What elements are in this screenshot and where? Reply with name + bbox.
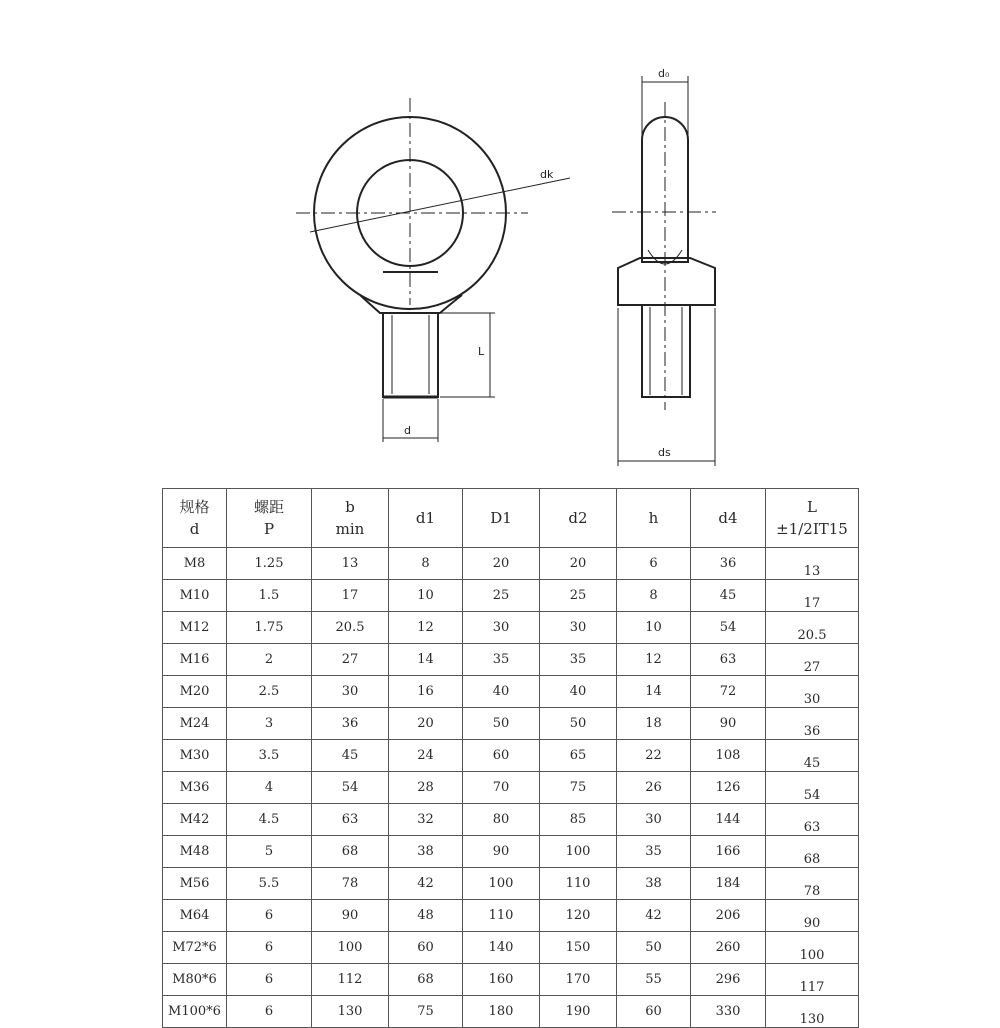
- table-cell: 3.5: [227, 740, 312, 772]
- table-cell: 1.25: [227, 548, 312, 580]
- ring-neck: [360, 295, 462, 313]
- table-cell: 3: [227, 708, 312, 740]
- table-cell: 330: [691, 996, 766, 1028]
- table-cell: 60: [389, 932, 463, 964]
- table-cell: 50: [463, 708, 540, 740]
- table-cell: M36: [163, 772, 227, 804]
- table-cell: 22: [617, 740, 691, 772]
- table-cell: 14: [389, 644, 463, 676]
- column-header-symbol: b: [345, 498, 355, 516]
- table-cell: 6: [227, 996, 312, 1028]
- table-cell: 20: [463, 548, 540, 580]
- label-L: L: [478, 345, 485, 358]
- table-cell: M42: [163, 804, 227, 836]
- table-cell: 45: [766, 740, 859, 772]
- table-cell: 75: [540, 772, 617, 804]
- table-cell: 38: [617, 868, 691, 900]
- table-cell: 70: [463, 772, 540, 804]
- table-cell: 28: [389, 772, 463, 804]
- table-cell: 296: [691, 964, 766, 996]
- table-cell: 60: [617, 996, 691, 1028]
- table-cell: 10: [389, 580, 463, 612]
- table-cell: 78: [766, 868, 859, 900]
- eyebolt-technical-drawing: [0, 0, 1000, 480]
- table-cell: 16: [389, 676, 463, 708]
- table-cell: 166: [691, 836, 766, 868]
- table-cell: 126: [691, 772, 766, 804]
- table-cell: 40: [463, 676, 540, 708]
- table-row: [163, 996, 859, 1028]
- table-row: [163, 932, 859, 964]
- column-header: [691, 489, 766, 548]
- table-row: [163, 772, 859, 804]
- table-cell: 25: [463, 580, 540, 612]
- table-cell: M56: [163, 868, 227, 900]
- table-cell: 50: [617, 932, 691, 964]
- table-cell: 4.5: [227, 804, 312, 836]
- table-cell: 206: [691, 900, 766, 932]
- column-header-symbol: 规格: [179, 498, 210, 516]
- table-cell: 140: [463, 932, 540, 964]
- table-cell: M72*6: [163, 932, 227, 964]
- column-header-subtitle: d: [189, 520, 200, 538]
- table-cell: 45: [312, 740, 389, 772]
- dimension-dk-line: [310, 178, 570, 232]
- eyebolt-spec-table: [162, 488, 859, 1028]
- table-cell: 130: [312, 996, 389, 1028]
- table-cell: M80*6: [163, 964, 227, 996]
- table-cell: 63: [312, 804, 389, 836]
- table-cell: 60: [463, 740, 540, 772]
- table-row: [163, 580, 859, 612]
- table-cell: 260: [691, 932, 766, 964]
- table-cell: 20.5: [766, 612, 859, 644]
- table-row: [163, 644, 859, 676]
- table-cell: 36: [312, 708, 389, 740]
- table-cell: 184: [691, 868, 766, 900]
- table-cell: 30: [766, 676, 859, 708]
- table-cell: 20: [540, 548, 617, 580]
- table-cell: 63: [691, 644, 766, 676]
- table-cell: 190: [540, 996, 617, 1028]
- column-header: [617, 489, 691, 548]
- table-cell: M64: [163, 900, 227, 932]
- table-cell: 12: [389, 612, 463, 644]
- table-cell: 75: [389, 996, 463, 1028]
- table-cell: 2: [227, 644, 312, 676]
- table-cell: M20: [163, 676, 227, 708]
- column-header: [312, 489, 389, 548]
- table-cell: 30: [312, 676, 389, 708]
- table-cell: 6: [617, 548, 691, 580]
- table-cell: 2.5: [227, 676, 312, 708]
- column-header: [163, 489, 227, 548]
- column-header-symbol: 螺距: [253, 498, 284, 516]
- table-cell: 63: [766, 804, 859, 836]
- table-cell: 30: [617, 804, 691, 836]
- table-row: [163, 868, 859, 900]
- table-cell: 180: [463, 996, 540, 1028]
- table-cell: 5: [227, 836, 312, 868]
- table-cell: 90: [312, 900, 389, 932]
- table-cell: 30: [463, 612, 540, 644]
- table-cell: 30: [540, 612, 617, 644]
- table-cell: 108: [691, 740, 766, 772]
- table-cell: 42: [389, 868, 463, 900]
- table-cell: 17: [312, 580, 389, 612]
- table-cell: 110: [463, 900, 540, 932]
- table-cell: 78: [312, 868, 389, 900]
- table-cell: 42: [617, 900, 691, 932]
- label-ds: ds: [658, 446, 671, 459]
- table-cell: 55: [617, 964, 691, 996]
- table-cell: 90: [691, 708, 766, 740]
- column-header: [766, 489, 859, 548]
- column-header-symbol: d4: [718, 509, 738, 527]
- table-cell: 170: [540, 964, 617, 996]
- column-header-symbol: D1: [490, 509, 512, 527]
- table-cell: M24: [163, 708, 227, 740]
- table-cell: 8: [617, 580, 691, 612]
- table-cell: 8: [389, 548, 463, 580]
- table-cell: 14: [617, 676, 691, 708]
- table-cell: 117: [766, 964, 859, 996]
- side-shank: [642, 305, 690, 397]
- table-cell: 100: [463, 868, 540, 900]
- table-cell: M12: [163, 612, 227, 644]
- column-header: [463, 489, 540, 548]
- table-cell: 32: [389, 804, 463, 836]
- table-cell: 18: [617, 708, 691, 740]
- table-row: [163, 708, 859, 740]
- column-header-symbol: h: [648, 509, 659, 527]
- table-cell: 24: [389, 740, 463, 772]
- column-header-subtitle: P: [263, 520, 275, 538]
- table-row: [163, 612, 859, 644]
- table-cell: 110: [540, 868, 617, 900]
- table-cell: M8: [163, 548, 227, 580]
- table-cell: M10: [163, 580, 227, 612]
- table-row: [163, 804, 859, 836]
- table-cell: 54: [766, 772, 859, 804]
- table-cell: 120: [540, 900, 617, 932]
- side-collar: [618, 258, 715, 305]
- column-header: [540, 489, 617, 548]
- table-cell: 12: [617, 644, 691, 676]
- front-view: [296, 98, 570, 442]
- table-cell: 20: [389, 708, 463, 740]
- table-row: [163, 740, 859, 772]
- table-cell: 45: [691, 580, 766, 612]
- table-cell: 13: [312, 548, 389, 580]
- table-cell: 50: [540, 708, 617, 740]
- table-cell: 130: [766, 996, 859, 1028]
- table-cell: 27: [312, 644, 389, 676]
- table-cell: 27: [766, 644, 859, 676]
- table-cell: 36: [691, 548, 766, 580]
- side-view: [612, 76, 716, 466]
- table-header-row: [163, 489, 859, 548]
- table-cell: 100: [766, 932, 859, 964]
- table-cell: M48: [163, 836, 227, 868]
- table-cell: 90: [463, 836, 540, 868]
- table-cell: 54: [691, 612, 766, 644]
- table-cell: 150: [540, 932, 617, 964]
- column-header-symbol: L: [807, 498, 817, 516]
- column-header-symbol: d2: [568, 509, 588, 527]
- table-cell: M16: [163, 644, 227, 676]
- table-cell: 6: [227, 932, 312, 964]
- column-header-subtitle: ±1/2IT15: [776, 520, 848, 538]
- table-cell: 54: [312, 772, 389, 804]
- table-cell: 6: [227, 900, 312, 932]
- table-row: [163, 900, 859, 932]
- table-cell: 68: [312, 836, 389, 868]
- table-cell: 4: [227, 772, 312, 804]
- table-cell: 35: [540, 644, 617, 676]
- table-cell: 65: [540, 740, 617, 772]
- table-cell: 13: [766, 548, 859, 580]
- table-cell: 1.5: [227, 580, 312, 612]
- column-header: [227, 489, 312, 548]
- table-row: [163, 676, 859, 708]
- table-cell: 10: [617, 612, 691, 644]
- column-header: [389, 489, 463, 548]
- table-row: [163, 964, 859, 996]
- table-cell: 17: [766, 580, 859, 612]
- table-cell: 100: [312, 932, 389, 964]
- table-cell: 48: [389, 900, 463, 932]
- label-d: d: [404, 424, 411, 437]
- table-cell: 38: [389, 836, 463, 868]
- table-cell: 144: [691, 804, 766, 836]
- table-cell: 72: [691, 676, 766, 708]
- table-cell: 160: [463, 964, 540, 996]
- table-cell: M30: [163, 740, 227, 772]
- table-cell: 5.5: [227, 868, 312, 900]
- table-cell: 20.5: [312, 612, 389, 644]
- table-cell: 85: [540, 804, 617, 836]
- table-cell: 35: [463, 644, 540, 676]
- column-header-subtitle: min: [335, 520, 365, 538]
- table-cell: 1.75: [227, 612, 312, 644]
- table-cell: 90: [766, 900, 859, 932]
- label-dk: dk: [540, 168, 554, 181]
- table-body: [163, 548, 859, 1028]
- table-cell: 6: [227, 964, 312, 996]
- table-cell: 35: [617, 836, 691, 868]
- table-cell: 25: [540, 580, 617, 612]
- table-cell: 68: [766, 836, 859, 868]
- label-d0: d₀: [658, 67, 670, 80]
- table-cell: M100*6: [163, 996, 227, 1028]
- table-cell: 68: [389, 964, 463, 996]
- table-cell: 36: [766, 708, 859, 740]
- table-cell: 40: [540, 676, 617, 708]
- table-cell: 80: [463, 804, 540, 836]
- table-cell: 112: [312, 964, 389, 996]
- table-cell: 26: [617, 772, 691, 804]
- table-row: [163, 548, 859, 580]
- table-row: [163, 836, 859, 868]
- threaded-shank: [383, 313, 438, 397]
- table-cell: 100: [540, 836, 617, 868]
- column-header-symbol: d1: [415, 509, 436, 527]
